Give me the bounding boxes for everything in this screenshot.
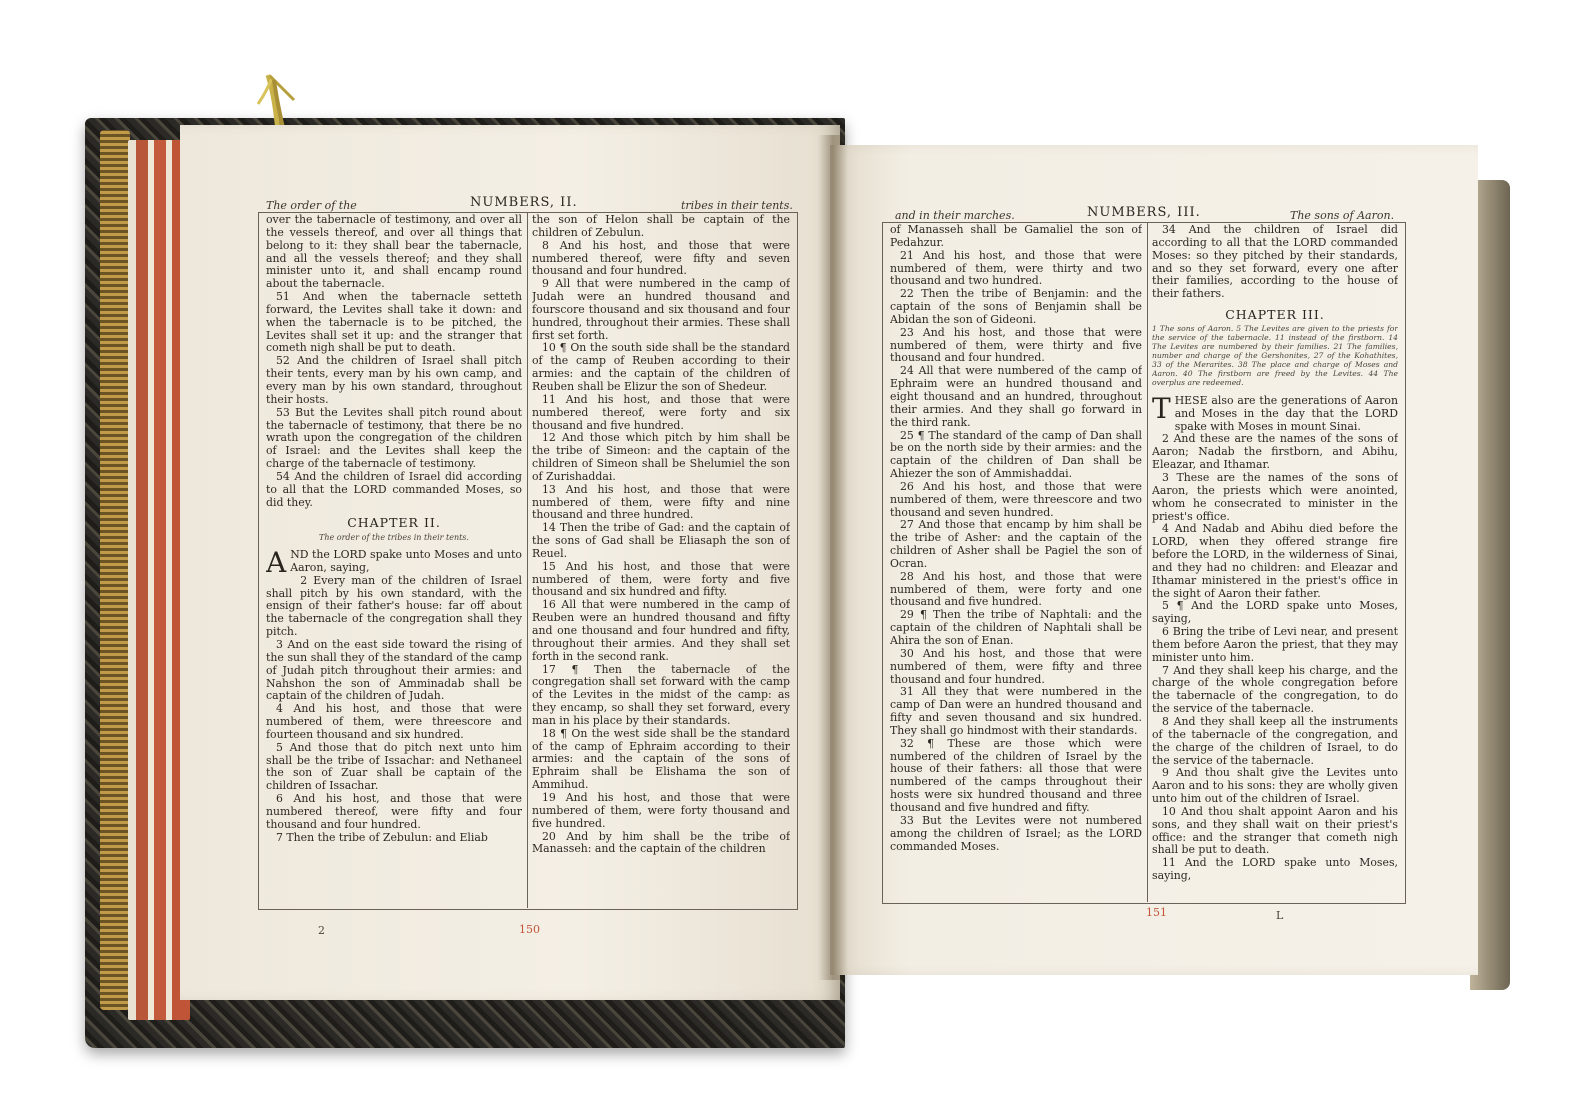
verse-paragraph: 32 ¶ These are those which were numbered of the children of Israel by the house of their fathers: all those that were numbered of the camps throughout their hosts were six hundred thousand and three thousand and five hundred and fifty. <box>890 736 1142 814</box>
verse-paragraph: 31 All they that were numbered in the camp of Dan were an hundred thousand and fifty and seven thousand and six hundred. They shall go hindmost with their standards. <box>890 685 1142 737</box>
verse-paragraph: 33 But the Levites were not numbered among the children of Israel; as the LORD commanded Moses. <box>890 813 1142 853</box>
verse-paragraph: 18 ¶ On the west side shall be the standard of the camp of Ephraim according to their armies: and the captain of the sons of Ephraim shall be Elishama the son of Ammihud. <box>532 726 790 792</box>
verse-paragraph: 16 All that were numbered in the camp of Reuben were an hundred thousand and fifty and one thousand and four hundred and fifty, throughout their armies. And they shall set forth in the second rank. <box>532 598 790 663</box>
left-signature-mark: 2 <box>318 924 325 937</box>
chapter-summary: 1 The sons of Aaron. 5 The Levites are given to the priests for the service of the tabernacle. 11 instead of the firstborn. 14 The Levites are numbered by their families. 21 The families, number and charge of the Gershonites, 27 of the Kohathites, 33 of the Merarites. 38 The place and charge of Moses and Aaron. 40 The firstborn are freed by the Levites. 44 The overplus are redeemed. <box>1152 323 1398 387</box>
verse-paragraph: 29 ¶ Then the tribe of Naphtali: and the captain of the children of Naphtali shall be Ahira the son of Enan. <box>890 608 1142 647</box>
chapter-heading: CHAPTER II. <box>347 515 441 531</box>
verse-paragraph: 3 These are the names of the sons of Aaron, the priests which were anointed, whom he consecrated to minister in the priest's office. <box>1152 470 1398 523</box>
gilt-spine-edge <box>100 130 130 1010</box>
left-column-2 <box>532 214 790 906</box>
verse-paragraph: 5 And those that do pitch next unto him shall be the tribe of Issachar: and Nethaneel the son of Zuar shall be captain of the children of Issachar. <box>266 740 522 793</box>
right-running-head: NUMBERS, III. <box>1087 205 1201 220</box>
verse-paragraph: 7 And they shall keep his charge, and the charge of the whole congregation before the tabernacle of the congregation, to do the service of the tabernacle. <box>1152 663 1398 716</box>
left-column-divider <box>527 212 528 908</box>
right-page-number: 151 <box>1146 906 1167 919</box>
verse-paragraph: 8 And his host, and those that were numbered thereof, were fifty and seven thousand and four hundred. <box>532 238 790 278</box>
verse-paragraph: 10 And thou shalt appoint Aaron and his sons, and they shall wait on their priest's office: and the stranger that cometh nigh shall be put to death. <box>1152 804 1398 857</box>
chapter-summary: The order of the tribes in their tents. <box>319 533 469 543</box>
verse-paragraph: 5 ¶ And the LORD spake unto Moses, saying, <box>1152 599 1398 626</box>
verse-paragraph: over the tabernacle of testimony, and over all the vessels thereof, and over all things that belong to it: they shall bear the tabernacle, and all the vessels thereof; and they shall minister unto it, and shall encamp round about the tabernacle. <box>266 214 522 291</box>
right-column-divider <box>1147 222 1148 902</box>
verse-paragraph: 2 And these are the names of the sons of Aaron; Nadab the firstborn, and Abihu, Eleazar, and Ithamar. <box>1152 432 1398 472</box>
verse-paragraph: 20 And by him shall be the tribe of Manasseh: and the captain of the children <box>532 829 790 856</box>
verse-paragraph: 11 And the LORD spake unto Moses, saying, <box>1152 856 1398 883</box>
verse-paragraph: 3 And on the east side toward the rising of the sun shall they of the standard of the camp of Judah pitch throughout their armies: and Nahshon the son of Amminadab shall be captain of the children of Judah. <box>266 638 522 703</box>
left-running-head: NUMBERS, II. <box>470 195 578 210</box>
right-column-2 <box>1152 224 1398 900</box>
verse-paragraph: 6 And his host, and those that were numbered thereof, were fifty and four thousand and four hundred. <box>266 792 522 831</box>
right-header-right: The sons of Aaron. <box>1290 209 1395 222</box>
verse-paragraph: ND the LORD spake unto Moses and unto Aaron, saying, <box>290 548 522 574</box>
right-header-left: and in their marches. <box>895 209 1015 222</box>
verse-paragraph: HESE also are the generations of Aaron and Moses in the day that the LORD spake with Moses in mount Sinai. <box>1174 393 1398 433</box>
verse-paragraph: 23 And his host, and those that were numbered of them, were thirty and five thousand and four hundred. <box>890 325 1142 365</box>
verse-paragraph: 15 And his host, and those that were numbered of them, were forty and five thousand and six hundred and fifty. <box>532 559 790 599</box>
verse-paragraph: 9 And thou shalt give the Levites unto Aaron and to his sons: they are wholly given unto him out of the children of Israel. <box>1152 766 1398 806</box>
verse-paragraph: 13 And his host, and those that were numbered of them, were fifty and nine thousand and three hundred. <box>532 482 790 522</box>
verse-paragraph: 52 And the children of Israel shall pitch their tents, every man by his own camp, and every man by his own standard, throughout their hosts. <box>266 354 522 406</box>
right-signature-mark: L <box>1276 909 1284 922</box>
verse-paragraph: 9 All that were numbered in the camp of Judah were an hundred thousand and fourscore thousand and six thousand and four hundred, throughout their armies. These shall first set forth. <box>532 277 790 342</box>
left-header-left: The order of the <box>266 199 357 212</box>
verse-paragraph: 12 And those which pitch by him shall be the tribe of Simeon: and the captain of the children of Simeon shall be Shelumiel the son of Zurishaddai. <box>532 431 790 483</box>
left-col1b-verses <box>266 546 522 844</box>
right-column-1 <box>890 224 1142 900</box>
left-page-number: 150 <box>519 923 540 936</box>
verse-paragraph: 54 And the children of Israel did according to all that the LORD commanded Moses, so did they. <box>266 469 522 509</box>
right-col2-verses <box>1152 224 1398 301</box>
verse-paragraph: 30 And his host, and those that were numbered of them, were fifty and three thousand and four hundred. <box>890 646 1142 686</box>
verse-paragraph: 4 And his host, and those that were numbered of them, were threescore and fourteen thousand and six hundred. <box>266 702 522 741</box>
verse-paragraph: 24 All that were numbered of the camp of Ephraim were an hundred thousand and eight thousand and an hundred, throughout their armies. And they shall go forward in the third rank. <box>890 364 1142 429</box>
verse-paragraph: 22 Then the tribe of Benjamin: and the captain of the sons of Benjamin shall be Abidan the son of Gideoni. <box>890 287 1142 326</box>
verse-paragraph: 17 ¶ Then the tabernacle of the congregation shall set forward with the camp of the Levites in the midst of the camp: as they encamp, so shall they set forward, every man in his place by their standards. <box>532 662 790 727</box>
verse-paragraph: 19 And his host, and those that were numbered of them, were forty thousand and five hundred. <box>532 790 790 830</box>
left-column-1 <box>266 214 522 906</box>
chapter-heading: CHAPTER III. <box>1225 307 1325 323</box>
right-col2b-verses <box>1152 391 1398 883</box>
left-header-right: tribes in their tents. <box>681 199 793 212</box>
left-col1-verses <box>266 214 522 509</box>
drop-cap: T <box>1152 391 1171 425</box>
verse-paragraph: 6 Bring the tribe of Levi near, and present them before Aaron the priest, that they may minister unto him. <box>1152 625 1398 664</box>
verse-paragraph: 53 But the Levites shall pitch round about the tabernacle of testimony, that there be no wrath upon the congregation of the children of Israel: and the Levites shall keep the charge of the tabernacle of testimony. <box>266 405 522 471</box>
verse-paragraph: 34 And the children of Israel did according to all that the LORD commanded Moses: so they pitched by their standards, and so they set forward, every one after their families, according to the house of their fathers. <box>1152 224 1398 301</box>
verse-paragraph: of Manasseh shall be Gamaliel the son of Pedahzur. <box>890 224 1142 249</box>
verse-paragraph: 8 And they shall keep all the instruments of the tabernacle of the congregation, and the charge of the children of Israel, to do the service of the tabernacle. <box>1152 715 1398 767</box>
verse-paragraph: 14 Then the tribe of Gad: and the captain of the sons of Gad shall be Eliasaph the son of Reuel. <box>532 521 790 560</box>
verse-paragraph: 21 And his host, and those that were numbered of them, were thirty and two thousand and two hundred. <box>890 248 1142 288</box>
book-gutter <box>818 135 848 980</box>
verse-paragraph: 27 And those that encamp by him shall be the tribe of Asher: and the captain of the children of Asher shall be Pagiel the son of Ocran. <box>890 518 1142 570</box>
verse-paragraph: 51 And when the tabernacle setteth forward, the Levites shall take it down: and when the tabernacle is to be pitched, the Levites shall set it up: and the stranger that cometh nigh shall be put to death. <box>266 290 522 355</box>
verse-paragraph: 25 ¶ The standard of the camp of Dan shall be on the north side by their armies: and the captain of the children of Dan shall be Ahiezer the son of Ammishaddai. <box>890 428 1142 481</box>
verse-paragraph: 11 And his host, and those that were numbered thereof, were forty and six thousand and five hundred. <box>532 392 790 432</box>
verse-paragraph: 7 Then the tribe of Zebulun: and Eliab <box>276 830 488 844</box>
verse-paragraph: 28 And his host, and those that were numbered of them, were forty and one thousand and five hundred. <box>890 569 1142 609</box>
verse-paragraph: 10 ¶ On the south side shall be the standard of the camp of Reuben according to their armies: and the captain of the children of Reuben shall be Elizur the son of Shedeur. <box>532 341 790 393</box>
drop-cap: A <box>266 546 287 580</box>
verse-paragraph: 4 And Nadab and Abihu died before the LORD, when they offered strange fire before the LORD, in the wilderness of Sinai, and they had no children: and Eleazar and Ithamar ministered in the priest's office in the sight of Aaron their father. <box>1152 522 1398 600</box>
verse-paragraph: the son of Helon shall be captain of the children of Zebulun. <box>532 214 790 239</box>
verse-paragraph: 26 And his host, and those that were numbered of them, were threescore and two thousand and seven hundred. <box>890 479 1142 519</box>
verse-paragraph: 2 Every man of the children of Israel shall pitch by his own standard, with the ensign of their father's house: far off about the tabernacle of the congregation shall they pitch. <box>266 573 522 639</box>
